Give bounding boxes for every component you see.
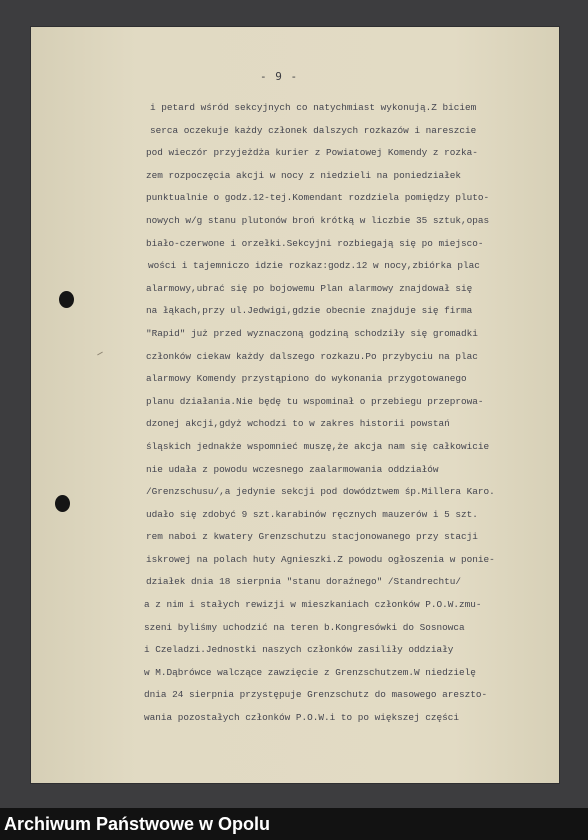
text-line: nowych w/g stanu plutonów broń krótką w liczbie 35 sztuk,opas xyxy=(146,214,490,226)
text-line: w M.Dąbrówce walczące zawzięcie z Grenzschutzem.W niedzielę xyxy=(144,666,476,678)
text-line: pod wieczór przyjeżdża kurier z Powiatowej Komendy z rozka- xyxy=(146,147,478,159)
punch-hole-icon xyxy=(55,495,70,512)
archive-name: Archiwum Państwowe w Opolu xyxy=(4,814,271,834)
text-line: rem naboi z kwatery Grenzschutzu stacjonowanego przy stacji xyxy=(146,531,478,543)
text-line: na łąkach,przy ul.Jedwigi,gdzie obecnie znajduje się firma xyxy=(146,305,473,317)
archive-footer-bar xyxy=(0,808,588,840)
text-line: punktualnie o godz.12-tej.Komendant rozdziela pomiędzy pluto- xyxy=(146,192,490,204)
text-line: i petard wśród sekcyjnych co natychmiast wykonują.Z biciem xyxy=(150,102,477,113)
text-line: śląskich jednakże wspomnieć muszę,że akcja nam się całkowicie xyxy=(146,440,490,452)
page-number: - 9 - xyxy=(260,70,299,83)
text-line: wania pozostałych członków P.O.W.i to po większej części xyxy=(144,712,460,724)
text-line: i Czeladzi.Jednostki naszych członków zasiliły oddziały xyxy=(144,644,454,656)
document-page xyxy=(31,27,559,783)
text-line: zem rozpoczęcia akcji w nocy z niedzieli na poniedziałek xyxy=(146,169,462,181)
punch-hole-icon xyxy=(59,291,74,308)
text-line: nie udała z powodu wczesnego zaalarmowania oddziałów xyxy=(146,463,439,475)
text-line: dzonej akcji,gdyż wchodzi to w zakres historii powstań xyxy=(146,418,450,430)
text-line: "Rapid" już przed wyznaczoną godziną schodziły się gromadki xyxy=(146,327,478,339)
text-line: a z nim i stałych rewizji w mieszkaniach członków P.O.W.zmu- xyxy=(144,599,482,611)
text-line: udało się zdobyć 9 szt.karabinów ręcznych mauzerów i 5 szt. xyxy=(146,508,478,520)
text-line: wości i tajemniczo idzie rozkaz:godz.12 w nocy,zbiórka plac xyxy=(148,260,480,272)
text-line: alarmowy,ubrać się po bojowemu Plan alarmowy znajdował się xyxy=(146,282,473,294)
typed-text-body xyxy=(144,97,588,730)
text-line: planu działania.Nie będę tu wspominał o przebiegu przeprowa- xyxy=(146,395,484,407)
text-line: szeni byliśmy uchodzić na teren b.Kongresówki do Sosnowca xyxy=(144,621,465,633)
text-line: iskrowej na polach huty Agnieszki.Z powodu ogłoszenia w ponie- xyxy=(146,553,495,565)
text-line: członków ciekaw każdy dalszego rozkazu.Po przybyciu na plac xyxy=(146,350,478,362)
text-line: alarmowy Komendy przystąpiono do wykonania przygotowanego xyxy=(146,373,467,385)
text-line: /Grenzschusu/,a jedynie sekcji pod dowództwem śp.Millera Karo. xyxy=(146,486,495,498)
text-line: biało-czerwone i orzełki.Sekcyjni rozbiegają się po miejsco- xyxy=(146,237,484,249)
text-line: serca oczekuje każdy członek dalszych rozkazów i nareszcie xyxy=(150,124,477,136)
text-line: działek dnia 18 sierpnia "stanu doraźnego" /Standrechtu/ xyxy=(146,576,462,588)
text-line: dnia 24 sierpnia przystępuje Grenzschutz do masowego areszto- xyxy=(144,689,488,701)
